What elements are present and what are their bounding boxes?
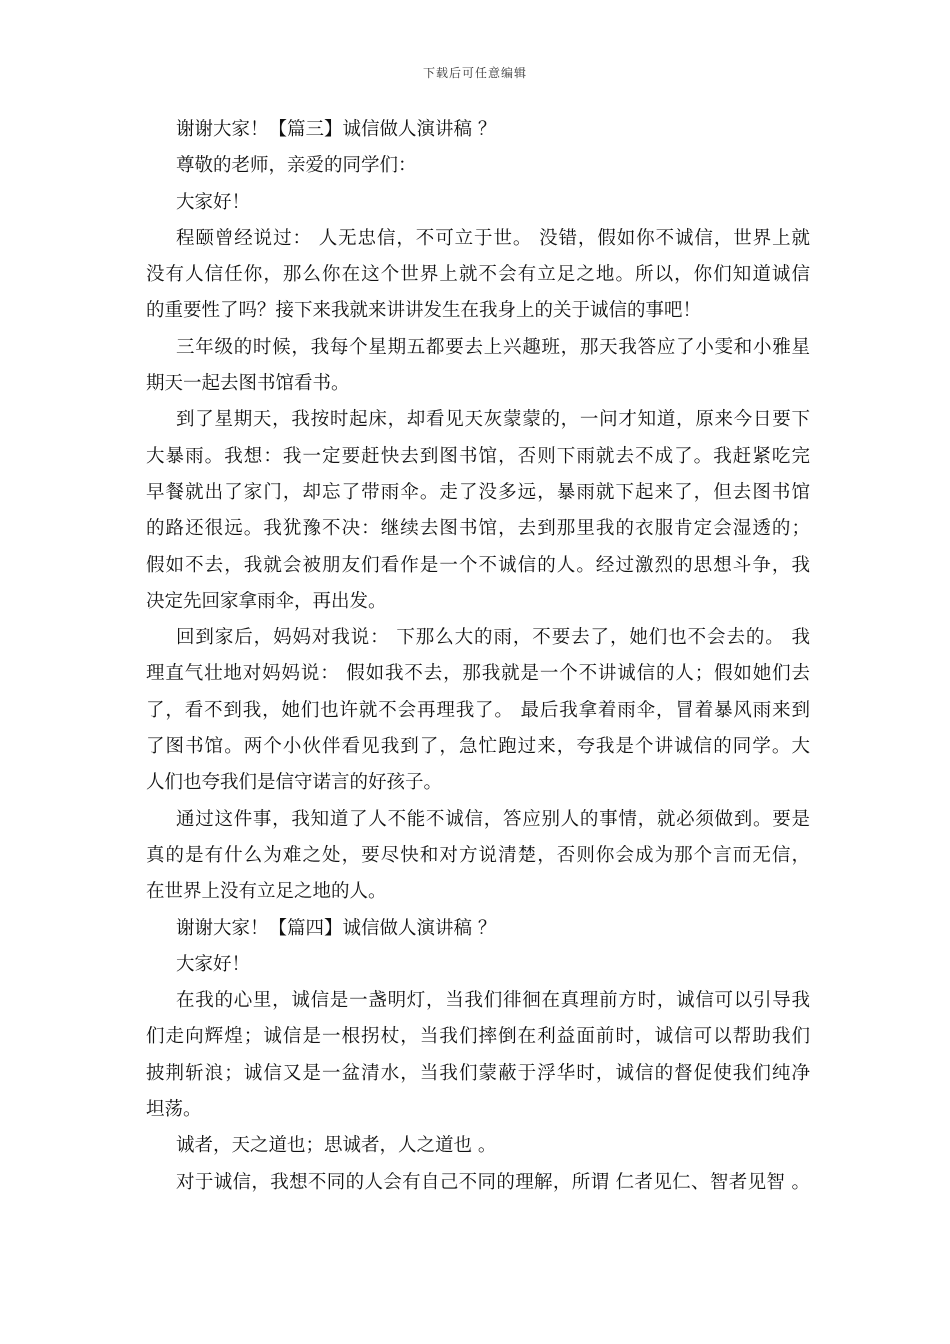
text-line: 们走向辉煌；诚信是一根拐杖，当我们摔倒在利益面前时，诚信可以帮助我们 <box>146 1026 810 1048</box>
text-line: 决定先回家拿雨伞，再出发。 <box>146 590 387 612</box>
text-line: 披荆斩浪；诚信又是一盆清水，当我们蒙蔽于浮华时，诚信的督促使我们纯净 <box>146 1062 810 1084</box>
text-line: 期天一起去图书馆看书。 <box>146 373 350 395</box>
text-line: 尊敬的老师，亲爱的同学们： <box>176 155 417 177</box>
text-line: 对于诚信，我想不同的人会有自己不同的理解，所谓 仁者见仁、智者见智 。 <box>176 1171 810 1193</box>
text-line: 大家好！ <box>176 953 251 975</box>
text-line: 大暴雨。我想：我一定要赶快去到图书馆，否则下雨就去不成了。我赶紧吃完 <box>146 445 810 467</box>
text-line: 谢谢大家！【篇四】诚信做人演讲稿 ？ <box>176 917 497 939</box>
text-line: 回到家后，妈妈对我说： 下那么大的雨，不要去了，她们也不会去的。 我 <box>176 627 810 649</box>
text-line: 的路还很远。我犹豫不决：继续去图书馆，去到那里我的衣服肯定会湿透的； <box>146 518 810 540</box>
text-line: 假如不去，我就会被朋友们看作是一个不诚信的人。经过激烈的思想斗争，我 <box>146 554 810 576</box>
text-line: 人们也夸我们是信守诺言的好孩子。 <box>146 772 443 794</box>
text-line: 在世界上没有立足之地的人。 <box>146 881 387 903</box>
page-header: 下载后可任意编辑 <box>422 66 527 80</box>
text-line: 真的是有什么为难之处，要尽快和对方说清楚，否则你会成为那个言而无信， <box>146 844 810 866</box>
text-line: 大家好！ <box>176 191 251 213</box>
text-line: 的重要性了吗？接下来我就来讲讲发生在我身上的关于诚信的事吧！ <box>146 300 702 322</box>
text-line: 理直气壮地对妈妈说： 假如我不去，那我就是一个不讲诚信的人；假如她们去 <box>146 663 810 685</box>
text-line: 程颐曾经说过： 人无忠信，不可立于世。 没错，假如你不诚信，世界上就 <box>176 227 810 249</box>
document-body <box>146 112 810 1201</box>
text-line: 三年级的时候，我每个星期五都要去上兴趣班，那天我答应了小雯和小雅星 <box>176 336 810 358</box>
text-line: 通过这件事，我知道了人不能不诚信，答应别人的事情，就必须做到。要是 <box>176 808 810 830</box>
text-line: 到了星期天，我按时起床，却看见天灰蒙蒙的，一问才知道，原来今日要下 <box>176 409 810 431</box>
text-line: 诚者，天之道也；思诚者，人之道也 。 <box>176 1135 497 1157</box>
text-line: 谢谢大家！【篇三】诚信做人演讲稿 ？ <box>176 119 497 140</box>
text-line: 没有人信任你，那么你在这个世界上就不会有立足之地。所以，你们知道诚信 <box>146 264 810 286</box>
text-line: 坦荡。 <box>146 1099 202 1121</box>
text-line: 在我的心里，诚信是一盏明灯，当我们徘徊在真理前方时，诚信可以引导我 <box>176 990 810 1012</box>
text-line: 了图书馆。两个小伙伴看见我到了，急忙跑过来，夸我是个讲诚信的同学。大 <box>146 736 810 758</box>
text-line: 早餐就出了家门，却忘了带雨伞。走了没多远，暴雨就下起来了，但去图书馆 <box>146 481 810 503</box>
text-line: 了，看不到我，她们也许就不会再理我了。 最后我拿着雨伞，冒着暴风雨来到 <box>146 699 810 721</box>
